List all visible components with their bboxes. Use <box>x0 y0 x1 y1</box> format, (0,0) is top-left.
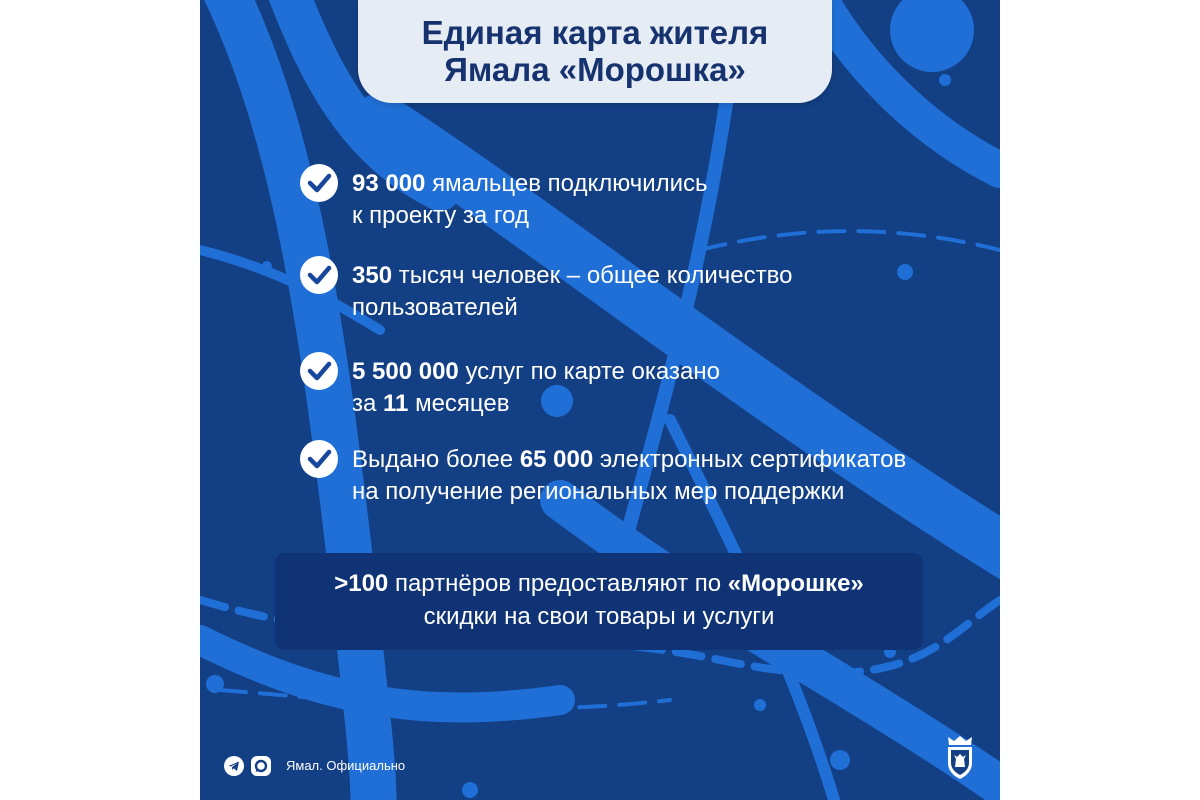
check-icon <box>300 256 338 294</box>
telegram-icon[interactable] <box>224 756 244 776</box>
stat-label-suffix: месяцев <box>408 390 510 417</box>
title-line-1: Единая карта жителя <box>421 14 769 51</box>
title-plate <box>358 0 832 103</box>
stat-number: 350 <box>352 262 393 289</box>
stat-label: ямальцев подключились <box>425 170 708 197</box>
partners-label: партнёров предоставляют по <box>388 570 728 597</box>
stat-label-prefix: Выдано более <box>352 446 520 473</box>
title-line-2: Ямала «Морошка» <box>444 51 746 88</box>
max-messenger-icon[interactable] <box>251 756 271 776</box>
stat-number: 65 000 <box>519 446 594 473</box>
stat-item-users <box>300 256 990 326</box>
page-title <box>358 14 832 88</box>
partners-banner <box>275 553 923 650</box>
partners-count: >100 <box>334 570 389 597</box>
stat-label-line-2: пользователей <box>352 294 518 321</box>
yamal-coat-of-arms-icon <box>944 735 976 781</box>
stat-item-certificates <box>300 440 990 510</box>
stat-label-line-2: на получение региональных мер поддержки <box>352 478 845 505</box>
check-icon <box>300 352 338 390</box>
stat-text <box>352 260 992 324</box>
stat-text <box>352 356 992 420</box>
partners-text <box>275 567 923 633</box>
stat-months-number: 11 <box>383 390 409 417</box>
check-icon <box>300 164 338 202</box>
stat-number: 93 000 <box>352 170 426 197</box>
stat-text <box>352 444 992 508</box>
footer-label: Ямал. Официально <box>286 758 406 773</box>
stat-item-subscribers <box>300 164 990 234</box>
stat-item-services <box>300 352 990 422</box>
stat-label-line-2: к проекту за год <box>352 202 529 229</box>
stat-text <box>352 168 992 232</box>
stat-label-prefix: за <box>352 390 384 417</box>
partners-card-name: «Морошке» <box>727 570 864 597</box>
partners-label-line-2: скидки на свои товары и услуги <box>423 603 775 630</box>
stat-number: 5 500 000 <box>352 358 459 385</box>
stat-label: услуг по карте оказано <box>458 358 720 385</box>
infographic-poster <box>200 0 1000 800</box>
check-icon <box>300 440 338 478</box>
stat-label: тысяч человек – общее количество <box>392 262 793 289</box>
stat-label: электронных сертификатов <box>593 446 907 473</box>
